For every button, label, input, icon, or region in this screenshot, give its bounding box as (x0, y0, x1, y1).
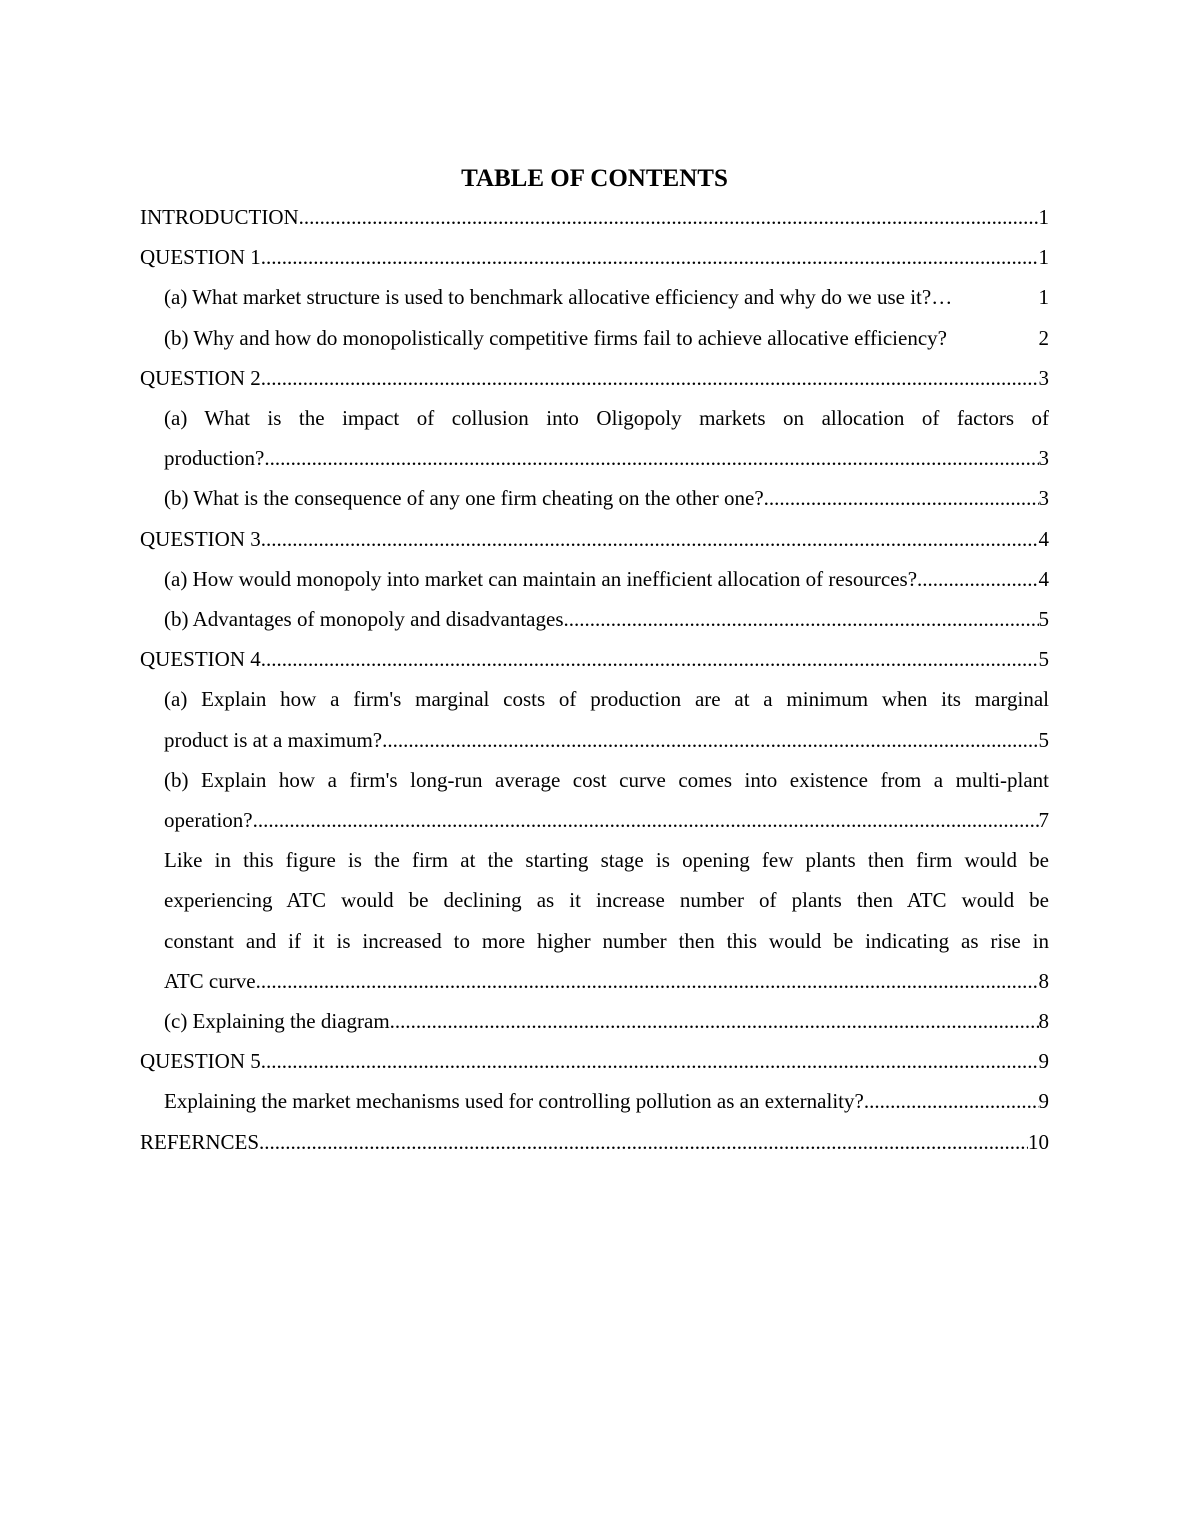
toc-entry[interactable] (140, 197, 1049, 237)
toc-entry[interactable] (140, 679, 1049, 759)
toc-page-number: 5 (1038, 607, 1049, 632)
toc-entry-row (164, 559, 1049, 599)
toc-entry-label: (b) Advantages of monopoly and disadvantages (164, 607, 564, 632)
toc-dot-leader (261, 639, 1039, 679)
toc-page-number: 10 (1028, 1129, 1049, 1154)
toc-entry-row (164, 800, 1049, 840)
toc-entry[interactable] (140, 1122, 1049, 1162)
toc-entry-label: (b) Why and how do monopolistically competitive firms fail to achieve allocative efficiency? (164, 325, 947, 350)
toc-entry[interactable] (140, 519, 1049, 559)
toc-page-number: 8 (1038, 968, 1049, 993)
toc-entry[interactable] (140, 1041, 1049, 1081)
toc-entry-label: ATC curve (164, 968, 256, 993)
toc-entry-label: operation? (164, 808, 253, 833)
toc-dot-leader (253, 800, 1039, 840)
toc-entry-label: INTRODUCTION (140, 205, 299, 229)
toc-entry-text-line: (b) Explain how a firm's long-run average cost curve comes into existence from a multi-plant (164, 767, 1049, 792)
toc-entry-row (164, 1081, 1049, 1121)
toc-entry-row (164, 599, 1049, 639)
toc-entry-text-line: Like in this figure is the firm at the starting stage is opening few plants then firm would be (164, 848, 1049, 873)
toc-dot-leader (917, 559, 1038, 599)
toc-page-number: 2 (1038, 325, 1049, 350)
toc-entry-row (140, 1041, 1049, 1081)
toc-dot-leader (764, 478, 1039, 518)
toc-entry-label: QUESTION 3 (140, 526, 261, 551)
toc-dot-leader (261, 237, 1039, 277)
toc-page-number: 8 (1038, 1009, 1049, 1034)
toc-page (140, 163, 1049, 1162)
toc-entry-label: QUESTION 2 (140, 365, 261, 390)
toc-entry[interactable] (140, 559, 1049, 599)
toc-page-number: 3 (1038, 486, 1049, 511)
toc-page-number: 3 (1038, 365, 1049, 390)
toc-entry-label: product is at a maximum? (164, 727, 383, 752)
toc-page-number: 7 (1038, 808, 1049, 833)
toc-dot-leader (382, 720, 1038, 760)
toc-list (140, 197, 1049, 1162)
toc-page-number: 1 (1038, 245, 1049, 270)
toc-page-number: 4 (1038, 566, 1049, 591)
toc-entry-row (140, 197, 1049, 237)
toc-entry[interactable] (140, 237, 1049, 277)
toc-entry[interactable] (140, 639, 1049, 679)
toc-entry[interactable] (140, 1001, 1049, 1041)
toc-entry-label: (a) What market structure is used to benchmark allocative efficiency and why do we use it? (164, 285, 932, 310)
toc-page-number: 5 (1038, 647, 1049, 672)
toc-page-number: 5 (1038, 727, 1049, 752)
toc-entry-row (140, 519, 1049, 559)
toc-page-number: 4 (1038, 526, 1049, 551)
toc-entry[interactable] (140, 760, 1049, 840)
toc-dot-leader (261, 358, 1039, 398)
toc-entry-row (164, 478, 1049, 518)
toc-entry-label: QUESTION 4 (140, 647, 261, 672)
toc-page-number: 1 (1038, 285, 1049, 310)
toc-page-number: 1 (1038, 205, 1049, 229)
toc-entry-label: (c) Explaining the diagram (164, 1009, 390, 1034)
toc-entry-text-line: experiencing ATC would be declining as it increase number of plants then ATC would be (164, 888, 1049, 913)
toc-entry-row (164, 961, 1049, 1001)
toc-dot-leader (259, 1122, 1028, 1162)
toc-page-number: 9 (1038, 1089, 1049, 1114)
toc-entry-text-line: (a) What is the impact of collusion into Oligopoly markets on allocation of factors of (164, 406, 1049, 431)
toc-entry-label: QUESTION 5 (140, 1049, 261, 1074)
toc-title: TABLE OF CONTENTS (461, 165, 728, 192)
toc-page-number: 9 (1038, 1049, 1049, 1074)
toc-entry-label: (a) How would monopoly into market can maintain an inefficient allocation of resources? (164, 566, 918, 591)
toc-dot-leader (931, 277, 952, 317)
toc-entry-label: REFERNCES (140, 1129, 260, 1154)
toc-entry-label: Explaining the market mechanisms used for controlling pollution as an externality? (164, 1089, 864, 1114)
toc-entry-row (140, 358, 1049, 398)
toc-dot-leader (299, 197, 1039, 237)
toc-entry[interactable] (140, 318, 1049, 358)
toc-entry[interactable] (140, 277, 1049, 317)
toc-entry-label: production? (164, 446, 265, 471)
toc-entry[interactable] (140, 599, 1049, 639)
toc-dot-leader (390, 1001, 1039, 1041)
toc-entry[interactable] (140, 478, 1049, 518)
toc-dot-leader (864, 1081, 1039, 1121)
toc-dot-leader (261, 519, 1039, 559)
toc-entry-label: QUESTION 1 (140, 245, 261, 270)
toc-entry-row (140, 1122, 1049, 1162)
toc-entry-text-line: (a) Explain how a firm's marginal costs of production are at a minimum when its marginal (164, 687, 1049, 712)
toc-entry-row (140, 639, 1049, 679)
toc-dot-leader (264, 438, 1038, 478)
toc-dot-leader (256, 961, 1039, 1001)
toc-entry[interactable] (140, 358, 1049, 398)
toc-entry-row (164, 277, 1049, 317)
toc-page-number: 3 (1038, 446, 1049, 471)
toc-entry-row (164, 720, 1049, 760)
toc-dot-leader (261, 1041, 1039, 1081)
toc-entry[interactable] (140, 840, 1049, 1001)
toc-dot-leader (564, 599, 1039, 639)
toc-entry-row (164, 318, 1049, 358)
toc-entry-row (164, 438, 1049, 478)
toc-entry[interactable] (140, 398, 1049, 478)
toc-entry-label: (b) What is the consequence of any one firm cheating on the other one? (164, 486, 764, 511)
toc-entry-row (140, 237, 1049, 277)
toc-entry-row (164, 1001, 1049, 1041)
toc-entry-text-line: constant and if it is increased to more higher number then this would be indicating as rise in (164, 928, 1049, 953)
toc-entry[interactable] (140, 1081, 1049, 1121)
